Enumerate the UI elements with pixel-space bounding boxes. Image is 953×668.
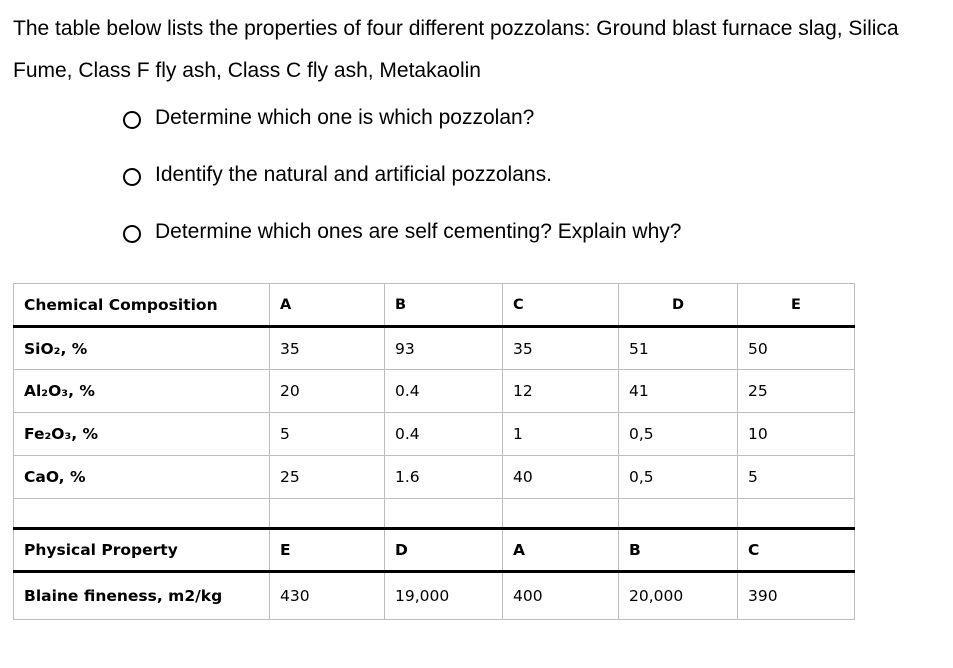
table-cell: 5: [738, 456, 855, 499]
table-cell: 20,000: [619, 572, 738, 620]
header-cell: B: [385, 284, 503, 327]
header-cell: E: [738, 284, 855, 327]
bullet-text: Identify the natural and artificial pozzolans.: [155, 163, 552, 186]
row-label: Fe₂O₃, %: [14, 413, 270, 456]
empty-cell: [619, 499, 738, 529]
header-cell: A: [270, 284, 385, 327]
table-cell: 25: [738, 370, 855, 413]
row-label: Al₂O₃, %: [14, 370, 270, 413]
table-cell: 51: [619, 327, 738, 370]
table-cell: 400: [503, 572, 619, 620]
header-cell: C: [503, 284, 619, 327]
circle-bullet-icon: [123, 111, 141, 129]
table-cell: 1.6: [385, 456, 503, 499]
table-cell: 1: [503, 413, 619, 456]
table-cell: 5: [270, 413, 385, 456]
table-row: [14, 370, 855, 413]
spacer-row: [14, 499, 855, 529]
table-cell: 19,000: [385, 572, 503, 620]
table-cell: 50: [738, 327, 855, 370]
table-cell: 41: [619, 370, 738, 413]
table-cell: 35: [270, 327, 385, 370]
table-cell: 25: [270, 456, 385, 499]
header-cell: Physical Property: [14, 529, 270, 572]
table-cell: 12: [503, 370, 619, 413]
table-header-row: [14, 284, 855, 327]
circle-bullet-icon: [123, 225, 141, 243]
table-row: [14, 327, 855, 370]
empty-cell: [14, 499, 270, 529]
header-cell: A: [503, 529, 619, 572]
empty-cell: [270, 499, 385, 529]
table-cell: 0.4: [385, 370, 503, 413]
circle-bullet-icon: [123, 168, 141, 186]
table-cell: 0,5: [619, 413, 738, 456]
header-cell: Chemical Composition: [14, 284, 270, 327]
header-cell: D: [619, 284, 738, 327]
bullet-item: [123, 163, 681, 220]
empty-cell: [503, 499, 619, 529]
bullet-item: [123, 106, 681, 163]
header-cell: E: [270, 529, 385, 572]
header-cell: C: [738, 529, 855, 572]
table-cell: 430: [270, 572, 385, 620]
table-cell: 40: [503, 456, 619, 499]
physical-header-row: [14, 529, 855, 572]
table-cell: 20: [270, 370, 385, 413]
bullet-text: Determine which one is which pozzolan?: [155, 106, 535, 129]
bullet-list: [123, 106, 681, 277]
empty-cell: [385, 499, 503, 529]
row-label: SiO₂, %: [14, 327, 270, 370]
table-cell: 10: [738, 413, 855, 456]
bullet-text: Determine which ones are self cementing? Explain why?: [155, 220, 682, 243]
table-row: [14, 413, 855, 456]
table-cell: 0.4: [385, 413, 503, 456]
table-row: [14, 572, 855, 620]
table-cell: 0,5: [619, 456, 738, 499]
row-label: Blaine fineness, m2/kg: [14, 572, 270, 620]
table-cell: 390: [738, 572, 855, 620]
table-cell: 93: [385, 327, 503, 370]
intro-text: The table below lists the properties of four different pozzolans: Ground blast furnace slag, Silica Fume, Class F fly ash, Class C fly ash, Metakaolin: [13, 17, 899, 82]
row-label: CaO, %: [14, 456, 270, 499]
table-row: [14, 456, 855, 499]
pozzolan-properties-table: [13, 283, 855, 620]
header-cell: D: [385, 529, 503, 572]
header-cell: B: [619, 529, 738, 572]
bullet-item: [123, 220, 681, 277]
empty-cell: [738, 499, 855, 529]
table-cell: 35: [503, 327, 619, 370]
